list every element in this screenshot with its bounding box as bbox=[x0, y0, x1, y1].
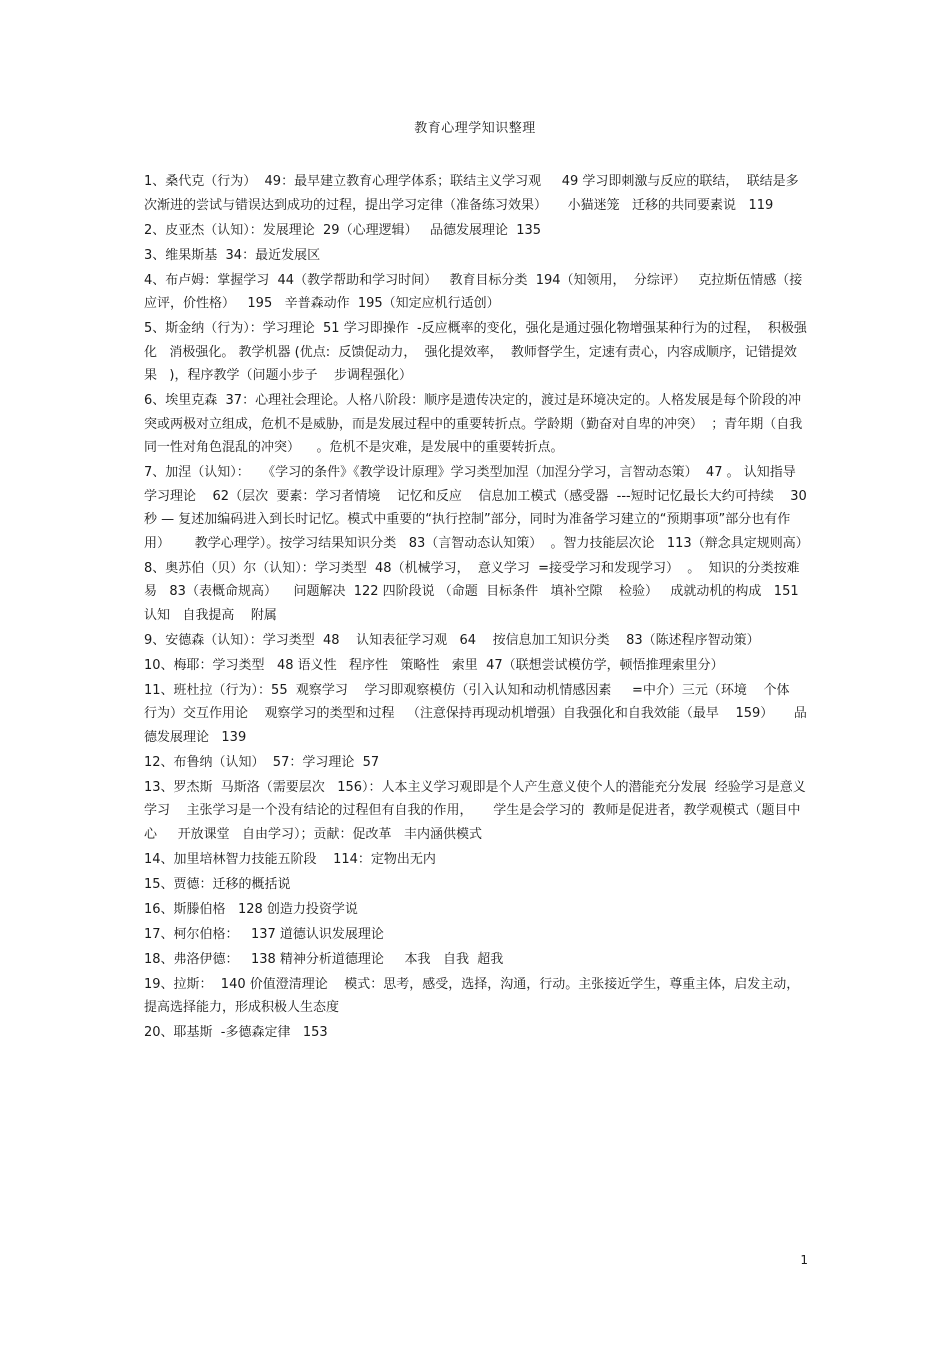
list-item: 17、柯尔伯格： 137 道德认识发展理论 bbox=[144, 926, 384, 942]
list-item: 11、班杜拉（行为）：55 观察学习 学习即观察模仿（引入认知和动机情感因素 =中介）三元（环境 个体 行为）交互作用论 观察学习的类型和过程 （注意保持再现动机增强）自我强化和自我效能（最早 159） 品德发展理论 139 bbox=[144, 682, 807, 745]
list-item: 13、罗杰斯 马斯洛（需要层次 156）：人本主义学习观即是个人产生意义使个人的潜能充分发展 经验学习是意义学习 主张学习是一个没有结论的过程但有自我的作用， 学生是会学习的 教师是促进者，教学观模式（题目中心 开放课堂 自由学习）；贡献：促改革 丰内涵供模式 bbox=[144, 779, 806, 842]
list-item: 8、奥苏伯（贝）尔（认知）：学习类型 48（机械学习， 意义学习 =接受学习和发现学习） 。 知识的分类按难易 83（表概命规高） 问题解决 122 四阶段说 （命题 目标条件 填补空隙 检验） 成就动机的构成 151 认知 自我提高 附属 bbox=[144, 560, 803, 623]
list-item: 18、弗洛伊德： 138 精神分析道德理论 本我 自我 超我 bbox=[144, 951, 504, 967]
list-item: 19、拉斯： 140 价值澄清理论 模式：思考，感受，选择，沟通，行动。主张接近学生，尊重主体，启发主动，提高选择能力，形成积极人生态度 bbox=[144, 976, 800, 1015]
list-item: 12、布鲁纳（认知） 57：学习理论 57 bbox=[144, 754, 380, 770]
list-item: 2、皮亚杰（认知）：发展理论 29（心理逻辑） 品德发展理论 135 bbox=[144, 222, 542, 238]
document-body bbox=[144, 170, 811, 1046]
list-item: 7、加涅（认知）： 《学习的条件》《教学设计原理》学习类型加涅（加涅分学习，言智动态策） 47 。 认知指导学习理论 62（层次 要素：学习者情境 记忆和反应 信息加工模式（感受器 ---短时记忆最长大约可持续 30 秒 — 复述加编码进入到长时记忆。模式中重要的“执行控制”部分，同时为准备学习建立的“预期事项”部分也有作用） 教学心理学）。按学习结果知识分类 83（言智动态认知策） 。智力技能层次论 113（辩念具定规则高） bbox=[144, 465, 811, 551]
list-item: 20、耶基斯 -多德森定律 153 bbox=[144, 1025, 328, 1040]
list-item: 15、贾德：迁移的概括说 bbox=[144, 876, 291, 892]
list-item: 6、埃里克森 37：心理社会理论。人格八阶段：顺序是遗传决定的，渡过是环境决定的。人格发展是每个阶段的冲突或两极对立组成，危机不是威胁，而是发展过程中的重要转折点。学龄期（勤奋对自卑的冲突） ；青年期（自我同一性对角色混乱的冲突） 。危机不是灾难，是发展中的重要转折点。 bbox=[144, 393, 803, 455]
list-item: 3、维果斯基 34：最近发展区 bbox=[144, 247, 321, 263]
page-number: 1 bbox=[800, 1253, 808, 1267]
list-item: 16、斯滕伯格 128 创造力投资学说 bbox=[144, 901, 358, 917]
list-item: 1、桑代克（行为） 49：最早建立教育心理学体系；联结主义学习观 49 学习即刺激与反应的联结， 联结是多次渐进的尝试与错误达到成功的过程，提出学习定律（准备练习效果） 小猫迷笼 迁移的共同要素说 119 bbox=[144, 174, 799, 213]
list-item: 5、斯金纳（行为）：学习理论 51 学习即操作 -反应概率的变化，强化是通过强化物增强某种行为的过程， 积极强化 消极强化。 教学机器 (优点: 反馈促动力， 强化提效率， 教师督学生，定速有责心，内容成顺序，记错提效果 )，程序教学（问题小步子 步调程强化） bbox=[144, 321, 807, 383]
list-item: 4、布卢姆：掌握学习 44（教学帮助和学习时间） 教育目标分类 194（知领用， 分综评） 克拉斯伍情感（接应评，价性格） 195 辛普森动作 195（知定应机行适创） bbox=[144, 272, 803, 311]
list-item: 14、加里培林智力技能五阶段 114：定物出无内 bbox=[144, 851, 436, 867]
list-item: 10、梅耶：学习类型 48 语义性 程序性 策略性 索里 47（联想尝试模仿学，顿悟推理索里分） bbox=[144, 657, 724, 673]
document-title: 教育心理学知识整理 bbox=[414, 121, 536, 136]
list-item: 9、安德森（认知）：学习类型 48 认知表征学习观 64 按信息加工知识分类 83（陈述程序智动策） bbox=[144, 632, 760, 648]
